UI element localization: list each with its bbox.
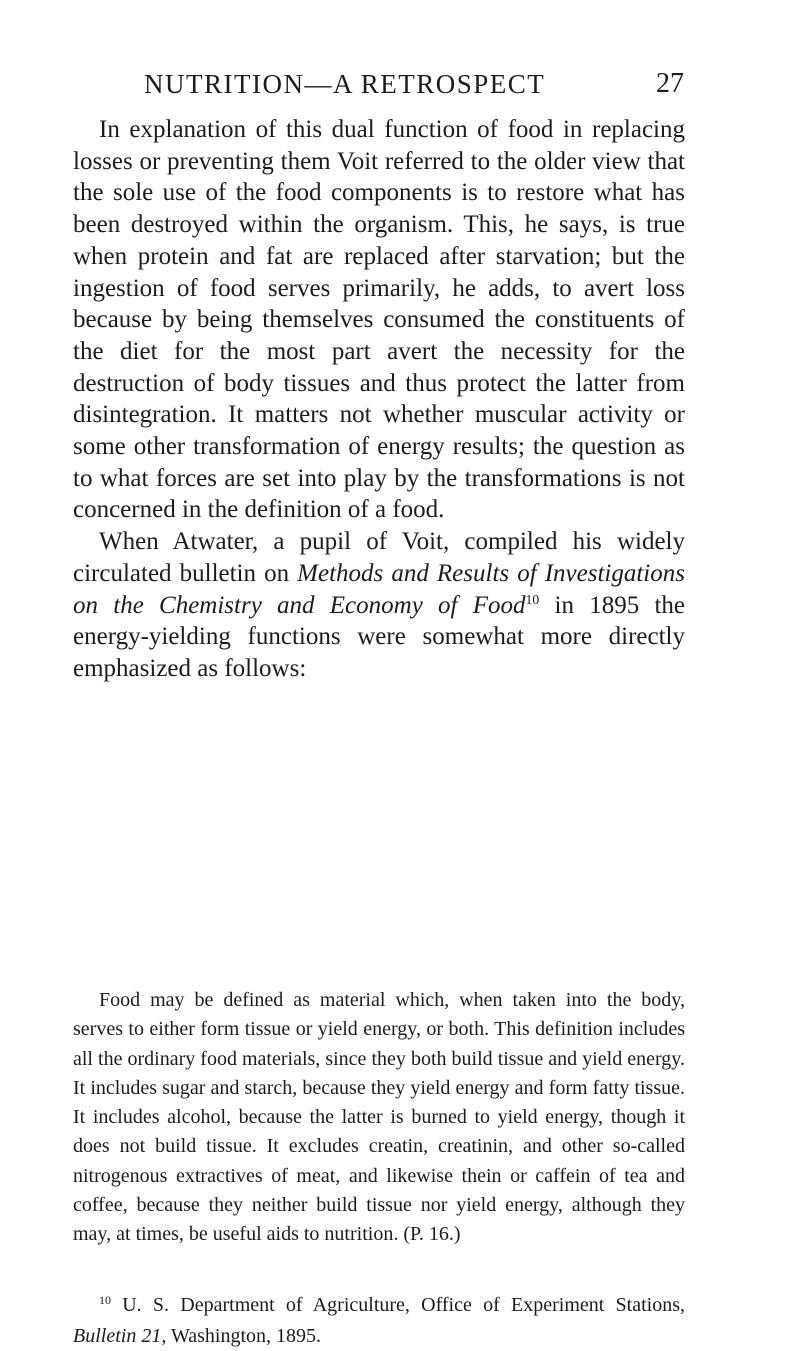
quotation-text: Food may be defined as material which, when taken into the body, serves to either form tissue or yield energy, or both. This definition includes all the ordinary food materials, since they both build tissue and yield energy. It includes sugar and starch, because they yield energy and form fatty tissue. It includes alcohol, because the latter is burned to yield energy, though it does not build tissue. It excludes creatin, creatinin, and other so-called nitrogenous extractives of meat, and likewise thein or caffein of tea and coffee, because they neither build tissue nor yield energy, although they may, at times, be useful aids to nutrition. (P. 16.) bbox=[73, 989, 685, 1246]
running-title: NUTRITION—A RETROSPECT bbox=[144, 69, 546, 99]
body-text bbox=[73, 114, 685, 685]
paragraph-atwater bbox=[73, 526, 685, 685]
footnote-reference: 10 bbox=[525, 592, 540, 608]
paragraph-atwater-tail: in 1895 the energy-yielding functions were somewhat more directly emphasized as follows: bbox=[73, 591, 685, 682]
paragraph-voit: In explanation of this dual function of food in replacing losses or preventing them Voit referred to the older view that the sole use of the food components is to restore what has been destroyed within the organism. This, he says, is true when protein and fat are replaced after starvation; but the ingestion of food serves primarily, he adds, to avert loss because by being themselves consumed the constituents of the diet for the most part avert the necessity for the destruction of body tissues and thus protect the latter from disintegration. It matters not whether muscular activity or some other transformation of energy results; the question as to what forces are set into play by the transformations is not concerned in the definition of a food. bbox=[73, 116, 685, 524]
footnote bbox=[73, 1291, 685, 1351]
footnote-bulletin: Bulletin 21, bbox=[73, 1325, 167, 1347]
bulletin-title: Methods and Results of Investigations on the Chemistry and Economy of Food bbox=[73, 559, 685, 619]
block-quotation bbox=[73, 986, 685, 1250]
running-head bbox=[144, 64, 684, 104]
footnote-tail: Washington, 1895. bbox=[166, 1325, 322, 1347]
footnote-mark: 10 bbox=[99, 1293, 111, 1308]
paragraph-atwater-lead: When Atwater, a pupil of Voit, compiled his widely circulated bulletin on bbox=[73, 528, 685, 587]
page-number: 27 bbox=[656, 68, 684, 99]
footnote-text bbox=[73, 1291, 685, 1351]
footnote-body: U. S. Department of Agriculture, Office of Experiment Stations, bbox=[111, 1294, 685, 1316]
